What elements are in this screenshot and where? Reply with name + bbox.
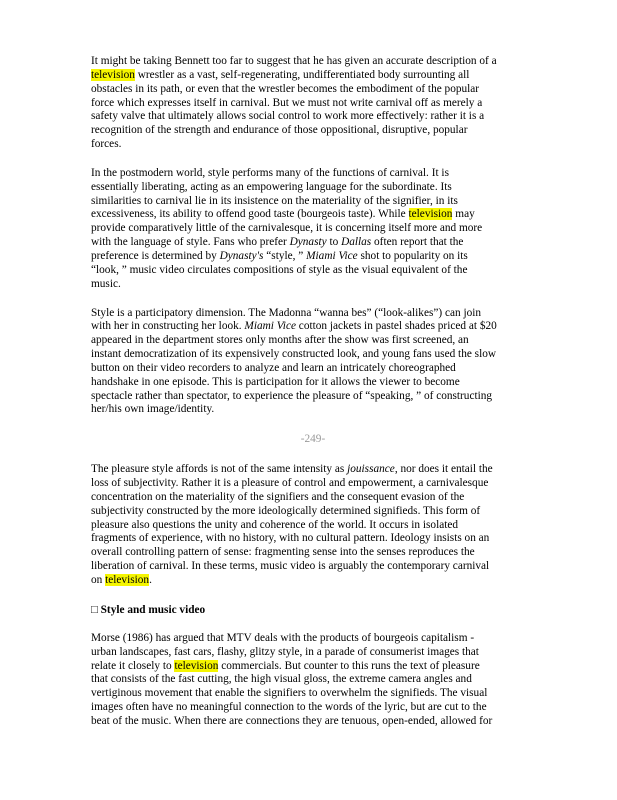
paragraph <box>91 307 535 418</box>
text-line: on television. <box>91 574 152 586</box>
text-line: Style is a participatory dimension. The Madonna “wanna bes” (“look-alikes”) can join <box>91 306 482 319</box>
paragraph <box>91 632 535 729</box>
text-line: urban landscapes, fast cars, flashy, glitzy style, in a parade of consumerist images that <box>91 645 479 658</box>
text-line: instant democratization of its expensively constructed look, and young fans used the slow <box>91 348 497 361</box>
text-line: music. <box>91 277 121 290</box>
text-line: essentially liberating, acting as an empowering language for the subordinate. Its <box>91 180 452 193</box>
italic-text: Miami Vice <box>306 249 358 262</box>
text-line: loss of subjectivity. Rather it is a pleasure of control and empowerment, a carnivalesque <box>91 477 489 490</box>
text-line: excessiveness, its ability to offend good taste (bourgeois taste). While television may <box>91 208 475 221</box>
text-line: “look, ” music video circulates compositions of style as the visual equivalent of the <box>91 263 468 276</box>
italic-text: Dynasty's <box>219 249 264 262</box>
text-line: preference is determined by Dynasty's “style, ” Miami Vice shot to popularity on its <box>91 249 468 262</box>
text-line: beat of the music. When there are connections they are tenuous, open-ended, allowed for <box>91 714 493 727</box>
text-line: In the postmodern world, style performs many of the functions of carnival. It is <box>91 166 449 179</box>
text-line: provide comparatively little of the carnivalesque, it is concerning itself more and more <box>91 222 483 235</box>
text-line: fragments of experience, with no history, with no cultural pattern. Ideology insists on an <box>91 532 490 545</box>
text-line: relate it closely to television commercials. But counter to this runs the text of pleasure <box>91 659 480 672</box>
search-highlight: television <box>174 659 219 672</box>
text-line: with her in constructing her look. Miami Vice cotton jackets in pastel shades priced at $20 <box>91 320 497 333</box>
paragraph <box>91 167 535 292</box>
text-line: vertiginous movement that enable the signifiers to overwhelm the signifieds. The visual <box>91 687 488 700</box>
text-line: safety valve that ultimately allows social control to work more effectively: rather it is a <box>91 110 485 123</box>
text-line: concentration on the materiality of the signifiers and the consequent evasion of the <box>91 490 465 503</box>
italic-text: Miami Vice <box>244 320 296 333</box>
text-line: similarities to carnival lie in its insistence on the materiality of the signifier, in its <box>91 194 458 207</box>
text-line: Morse (1986) has argued that MTV deals with the products of bourgeois capitalism - <box>91 631 475 644</box>
text-line: her/his own image/identity. <box>91 403 215 416</box>
text-line: with the language of style. Fans who prefer Dynasty to Dallas often report that the <box>91 236 464 249</box>
text-line: television wrestler as a vast, self-regenerating, undifferentiated body surrounting all <box>91 68 470 81</box>
text-line: pleasure also questions the unity and coherence of the world. It occurs in isolated <box>91 518 459 531</box>
text-line: liberation of carnival. In these terms, music video is arguably the contemporary carnival <box>91 560 490 573</box>
text-line: handshake in one episode. This is participation for it allows the viewer to become <box>91 375 460 388</box>
section-heading: □ Style and music video <box>91 603 206 616</box>
text-line: force which expresses itself in carnival. But we must not write carnival off as merely a <box>91 96 483 109</box>
italic-text: jouissance <box>347 463 395 476</box>
page-number: -249- <box>300 433 326 446</box>
text-line: spectacle rather than spectator, to experience the pleasure of “speaking, ” of constructing <box>91 389 493 402</box>
paragraph <box>91 463 535 588</box>
search-highlight: television <box>91 68 135 81</box>
paragraph <box>91 55 535 152</box>
italic-text: Dallas <box>341 236 372 249</box>
text-line: overall controlling pattern of sense: fragmenting sense into the senses reproduces the <box>91 546 475 559</box>
text-line: subjectivity constructed by the more ideologically determined signifieds. This form of <box>91 504 481 517</box>
text-line: It might be taking Bennett too far to suggest that he has given an accurate description of a <box>91 55 497 67</box>
text-line: recognition of the strength and endurance of those oppositional, disruptive, popular <box>91 124 468 137</box>
text-line: button on their video recorders to analyze and learn an intricately choreographed <box>91 361 456 374</box>
search-highlight: television <box>408 208 453 221</box>
text-line: appeared in the department stores only months after the show was first screened, an <box>91 334 469 347</box>
text-line: The pleasure style affords is not of the same intensity as jouissance, nor does it entail the <box>91 463 493 476</box>
text-line: that consists of the fast cutting, the high visual gloss, the extreme camera angles and <box>91 673 472 686</box>
text-line: images often have no meaningful connection to the words of the lyric, but are cut to the <box>91 701 487 714</box>
search-highlight: television <box>105 574 150 586</box>
italic-text: Dynasty <box>289 236 327 249</box>
text-line: obstacles in its path, or even that the wrestler becomes the embodiment of the popular <box>91 82 480 95</box>
text-line: forces. <box>91 138 122 151</box>
